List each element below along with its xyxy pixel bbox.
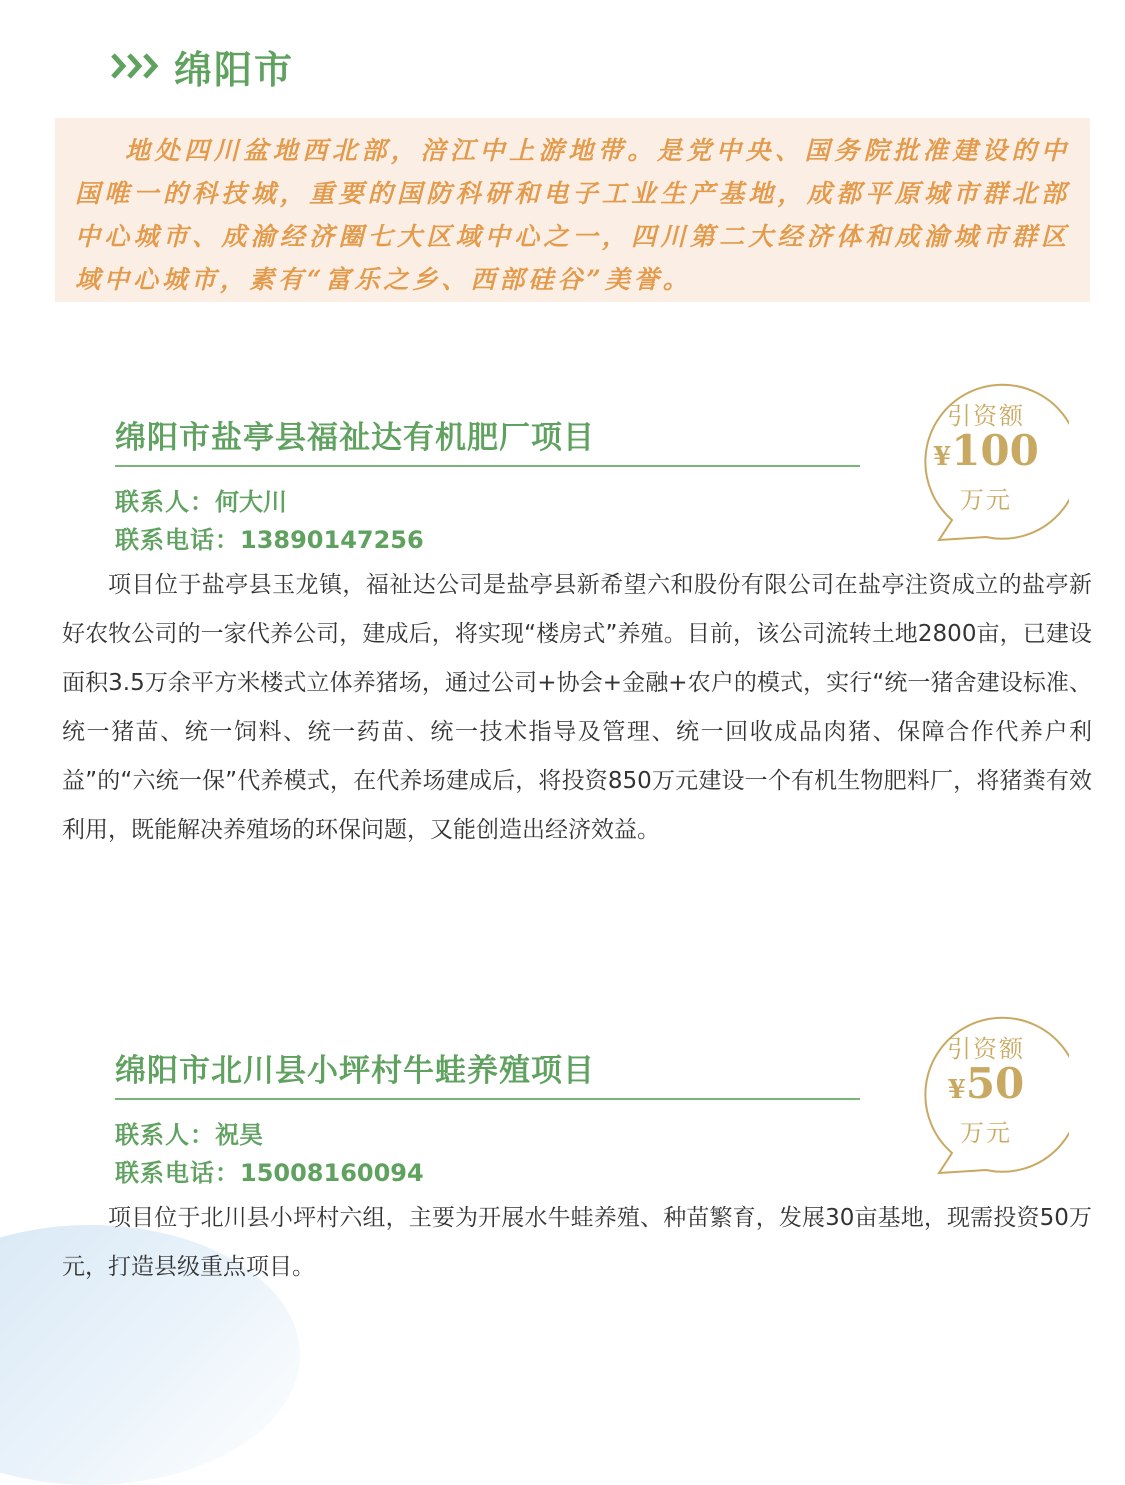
badge-unit: 万元	[960, 486, 1012, 514]
project-title: 绵阳市盐亭县福祉达有机肥厂项目	[115, 420, 595, 456]
badge-unit: 万元	[960, 1119, 1012, 1147]
contact-label: 联系人：	[115, 488, 215, 516]
project-description: 项目位于北川县小坪村六组，主要为开展水牛蛙养殖、种苗繁育，发展30亩基地，现需投资50万元，打造县级重点项目。	[62, 1205, 1092, 1280]
badge-label: 引资额	[947, 1035, 1025, 1063]
project-description: 项目位于盐亭县玉龙镇，福祉达公司是盐亭县新希望六和股份有限公司在盐亭注资成立的盐亭新好农牧公司的一家代养公司，建成后，将实现“楼房式”养殖。目前，该公司流转土地2800亩，已建设面积3.5万余平方米楼式立体养猪场，通过公司+协会+金融+农户的模式，实行“统一猪舍建设标准、统一猪苗、统一饲料、统一药苗、统一技术指导及管理、统一回收成品肉猪、保障合作代养户利益”的“六统一保”代养模式，在代养场建成后，将投资850万元建设一个有机生物肥料厂，将猪粪有效利用，既能解决养殖场的环保问题，又能创造出经济效益。	[62, 572, 1092, 843]
contact-label: 联系人：	[115, 1121, 215, 1149]
currency-symbol: ¥	[933, 442, 952, 472]
investment-badge	[907, 382, 1069, 544]
contact-name: 何大川	[215, 488, 287, 516]
contact-phone	[115, 1153, 424, 1188]
title-divider	[115, 465, 860, 467]
investment-badge	[907, 1015, 1069, 1177]
contact-phone	[115, 520, 424, 555]
badge-label: 引资额	[947, 402, 1025, 430]
title-divider	[115, 1098, 860, 1100]
badge-amount	[907, 426, 1065, 475]
contact-person	[115, 1115, 263, 1150]
phone-number: 15008160094	[240, 1159, 424, 1187]
phone-number: 13890147256	[240, 526, 424, 554]
currency-symbol: ¥	[947, 1075, 966, 1105]
intro-box	[55, 118, 1090, 302]
contact-name: 祝昊	[215, 1121, 263, 1149]
phone-label: 联系电话：	[115, 526, 240, 554]
intro-text: 地处四川盆地西北部，涪江中上游地带。是党中央、国务院批准建设的中国唯一的科技城，重要的国防科研和电子工业生产基地，成都平原城市群北部中心城市、成渝经济圈七大区域中心之一，四川第二大经济体和成渝城市群区域中心城市，素有“富乐之乡、西部硅谷”美誉。	[75, 136, 1070, 294]
section-header	[110, 38, 294, 94]
project-title: 绵阳市北川县小坪村牛蛙养殖项目	[115, 1053, 595, 1089]
amount-value: 50	[965, 1059, 1025, 1108]
amount-value: 100	[951, 426, 1039, 475]
contact-person	[115, 482, 287, 517]
badge-amount	[907, 1059, 1065, 1108]
phone-label: 联系电话：	[115, 1159, 240, 1187]
triple-chevron-icon	[110, 51, 162, 81]
city-title: 绵阳市	[174, 47, 295, 92]
